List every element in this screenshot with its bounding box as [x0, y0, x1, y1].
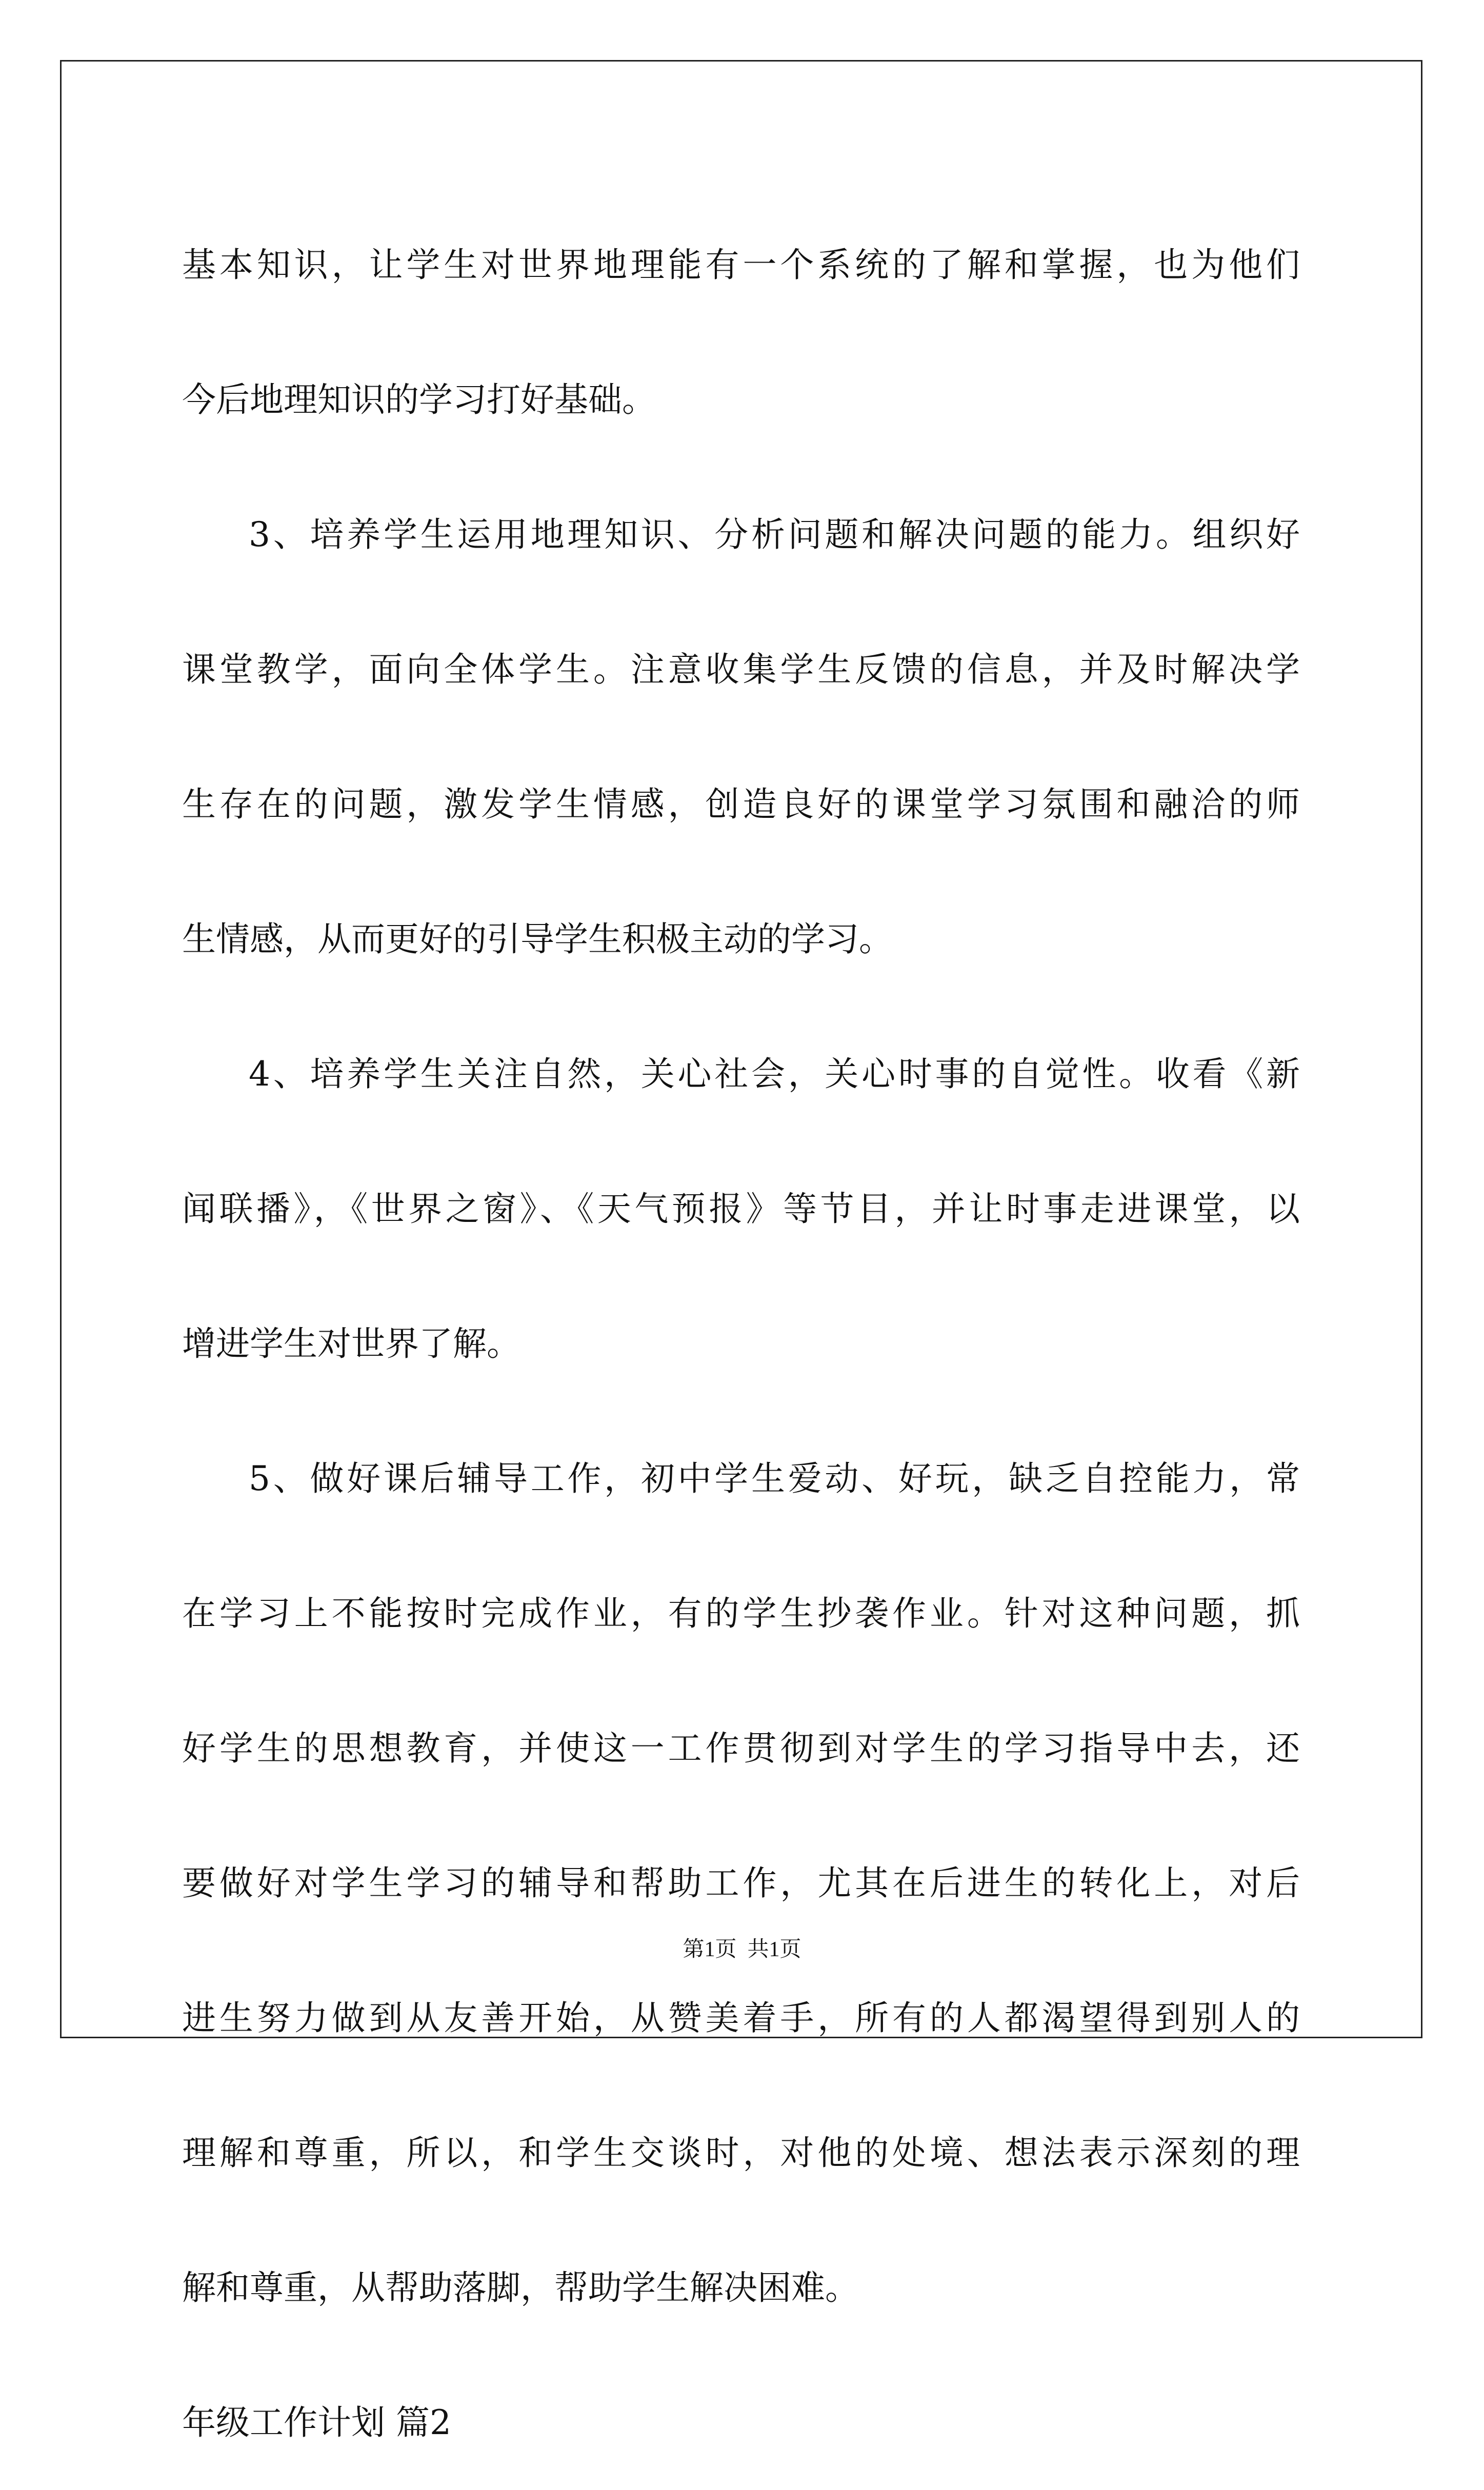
- paragraph-line: 理解和尊重，所以，和学生交谈时，对他的处境、想法表示深刻的理: [182, 2133, 1300, 2173]
- paragraph-line: 基本知识，让学生对世界地理能有一个系统的了解和掌握，也为他们: [182, 245, 1300, 285]
- paragraph-line: 要做好对学生学习的辅导和帮助工作，尤其在后进生的转化上，对后: [182, 1863, 1300, 1903]
- paragraph-line: 在学习上不能按时完成作业，有的学生抄袭作业。针对这种问题，抓: [182, 1594, 1300, 1633]
- paragraph-line: 生情感，从而更好的引导学生积极主动的学习。: [182, 919, 893, 959]
- document-body: [182, 197, 1300, 2490]
- paragraph-line: 进生努力做到从友善开始，从赞美着手，所有的人都渴望得到别人的: [182, 1998, 1300, 2038]
- paragraph-line: 3、培养学生运用地理知识、分析问题和解决问题的能力。组织好: [249, 515, 1300, 554]
- paragraph-line: 4、培养学生关注自然，关心社会，关心时事的自觉性。收看《新: [249, 1054, 1300, 1094]
- paragraph-line: 增进学生对世界了解。: [182, 1324, 520, 1363]
- paragraph-line: 好学生的思想教育，并使这一工作贯彻到对学生的学习指导中去，还: [182, 1729, 1300, 1768]
- page-footer: 第1页 共1页: [683, 1938, 801, 1961]
- paragraph-line: 课堂教学，面向全体学生。注意收集学生反馈的信息，并及时解决学: [182, 650, 1300, 689]
- paragraph-line: 5、做好课后辅导工作，初中学生爱动、好玩，缺乏自控能力，常: [249, 1459, 1300, 1498]
- paragraph-line: 闻联播》，《世界之窗》、《天气预报》等节目，并让时事走进课堂，以: [182, 1189, 1300, 1229]
- paragraph-line: 今后地理知识的学习打好基础。: [182, 380, 656, 419]
- paragraph-line: 生存在的问题，激发学生情感，创造良好的课堂学习氛围和融洽的师: [182, 785, 1300, 824]
- section-heading: 年级工作计划 篇2: [182, 2403, 451, 2442]
- paragraph-line: 解和尊重，从帮助落脚，帮助学生解决困难。: [182, 2268, 859, 2307]
